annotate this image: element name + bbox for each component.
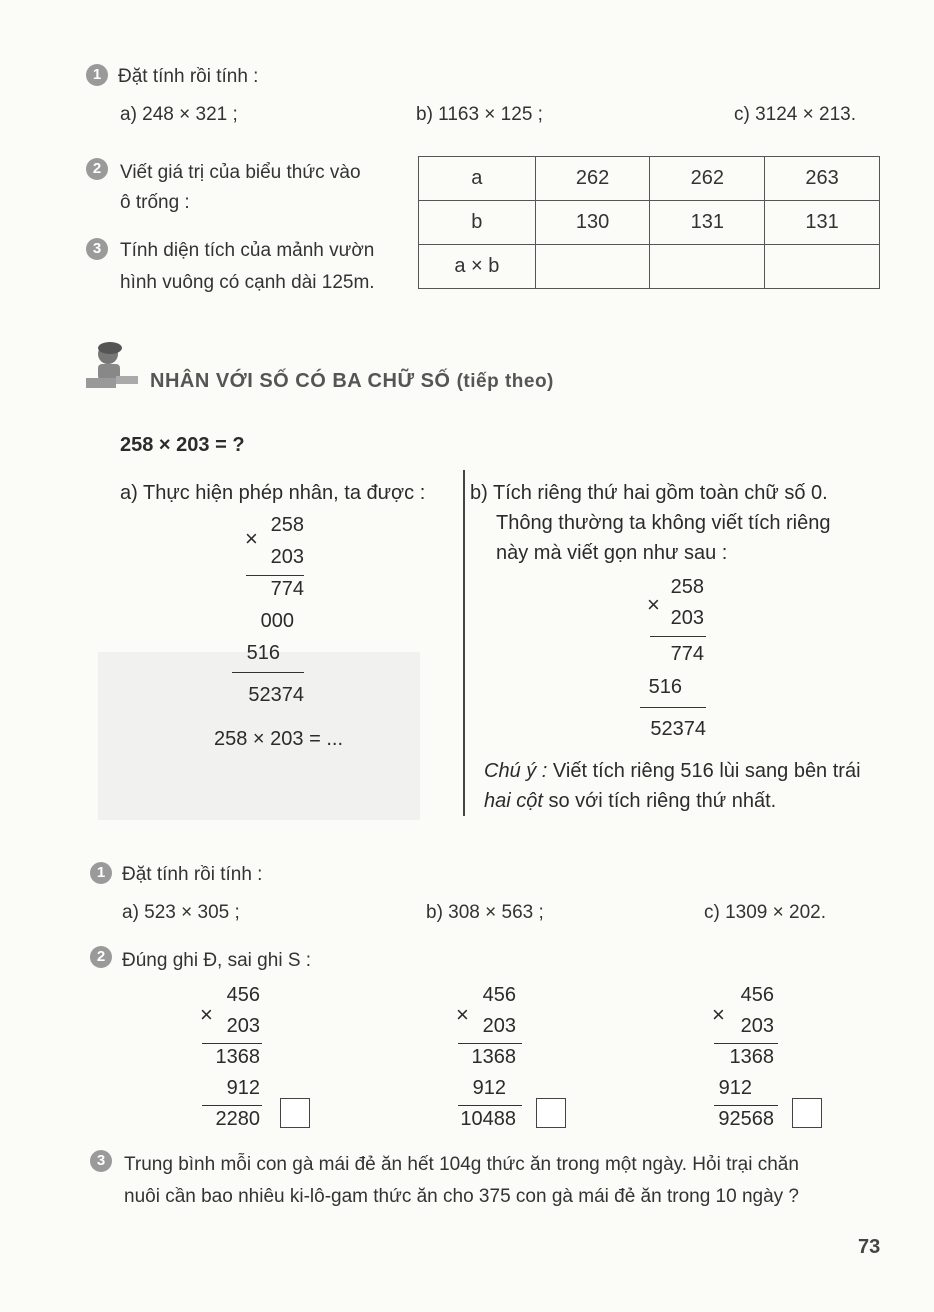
exercise-instruction: Đúng ghi Đ, sai ghi S : [122, 950, 312, 971]
rule-line [714, 1105, 778, 1106]
rule-line [650, 636, 706, 637]
multiplier: 203 [670, 607, 704, 629]
part-a-label: a) Thực hiện phép nhân, ta được : [120, 482, 426, 504]
exercise-number-badge: 1 [90, 862, 112, 884]
note-text: Viết tích riêng 516 lùi sang bên trái [547, 760, 861, 782]
table-row-header: a × b [419, 245, 536, 289]
multiplicand: 456 [226, 984, 260, 1006]
table-row-header: b [419, 201, 536, 245]
rule-line [640, 707, 706, 708]
true-false-calculation [452, 984, 526, 1134]
table-answer-cell[interactable] [650, 245, 765, 289]
exercise-number-badge: 3 [86, 238, 108, 260]
table-cell: 263 [765, 157, 880, 201]
exercise-text: ô trống : [120, 192, 190, 213]
table-answer-cell[interactable] [535, 245, 650, 289]
exercise-item: a) 523 × 305 ; [122, 902, 240, 923]
multiplier: 203 [270, 546, 304, 568]
problem-statement: 258 × 203 = ? [120, 434, 245, 456]
exercise-instruction: Đặt tính rồi tính : [118, 66, 259, 87]
exercise-text: nuôi cần bao nhiêu ki-lô-gam thức ăn cho 375 con gà mái đẻ ăn trong 10 ngày ? [124, 1186, 800, 1207]
exercise-number-badge: 2 [86, 158, 108, 180]
multiplicand: 258 [670, 576, 704, 598]
table-row [419, 245, 880, 289]
partial-product: 1368 [215, 1046, 260, 1068]
note-label: Chú ý : [484, 760, 548, 782]
page-number: 73 [858, 1236, 881, 1258]
value-table [418, 156, 880, 289]
rule-line [458, 1105, 522, 1106]
exercise-text: hình vuông có cạnh dài 125m. [120, 272, 375, 293]
result-expression: 258 × 203 = ... [214, 728, 343, 750]
exercise-item: b) 308 × 563 ; [426, 902, 544, 923]
multiplicand: 456 [740, 984, 774, 1006]
part-b-text: Thông thường ta không viết tích riêng [496, 512, 831, 534]
section-title-main: NHÂN VỚI SỐ CÓ BA CHỮ SỐ [150, 370, 451, 392]
table-cell: 131 [650, 201, 765, 245]
exercise-number-badge: 1 [86, 64, 108, 86]
true-false-calculation [196, 984, 266, 1134]
exercise-instruction: Đặt tính rồi tính : [122, 864, 263, 885]
table-row-header: a [419, 157, 536, 201]
rule-line [232, 672, 304, 673]
exercise-number-badge: 2 [90, 946, 112, 968]
partial-product: 1368 [729, 1046, 774, 1068]
table-cell: 262 [650, 157, 765, 201]
exercise-item: a) 248 × 321 ; [120, 104, 238, 125]
partial-product: 912 [226, 1077, 260, 1099]
rule-line [202, 1105, 262, 1106]
table-row [419, 157, 880, 201]
note-text: so với tích riêng thứ nhất. [542, 790, 777, 812]
product: 52374 [650, 718, 706, 740]
multiplier: 203 [482, 1015, 516, 1037]
product: 10488 [460, 1108, 516, 1130]
multiply-sign-icon: × [712, 1002, 725, 1027]
note-emphasis: hai cột [484, 790, 543, 812]
exercise-item: c) 3124 × 213. [734, 104, 857, 125]
multiply-sign-icon: × [647, 592, 660, 617]
table-row [419, 201, 880, 245]
multiplier: 203 [226, 1015, 260, 1037]
partial-product: 912 [472, 1077, 506, 1099]
partial-product: 516 [246, 642, 280, 664]
multiplier: 203 [740, 1015, 774, 1037]
multiplicand: 258 [270, 514, 304, 536]
answer-box[interactable] [280, 1098, 310, 1128]
table-cell: 130 [535, 201, 650, 245]
partial-product: 774 [270, 578, 304, 600]
answer-box[interactable] [792, 1098, 822, 1128]
multiplicand: 456 [482, 984, 516, 1006]
student-mascot-icon [84, 338, 142, 392]
partial-product: 516 [648, 676, 682, 698]
multiply-sign-icon: × [245, 526, 258, 551]
answer-box[interactable] [536, 1098, 566, 1128]
table-answer-cell[interactable] [765, 245, 880, 289]
product: 2280 [215, 1108, 260, 1130]
part-b-text: này mà viết gọn như sau : [496, 542, 728, 564]
table-cell: 262 [535, 157, 650, 201]
section-title [150, 370, 554, 393]
product: 92568 [718, 1108, 774, 1130]
exercise-number-badge: 3 [90, 1150, 112, 1172]
table-cell: 131 [765, 201, 880, 245]
rule-line [714, 1043, 778, 1044]
rule-line [458, 1043, 522, 1044]
note-line [484, 760, 861, 783]
rule-line [202, 1043, 262, 1044]
part-b-text: b) Tích riêng thứ hai gồm toàn chữ số 0. [470, 482, 828, 504]
true-false-calculation [706, 984, 782, 1134]
partial-product: 1368 [471, 1046, 516, 1068]
exercise-text: Trung bình mỗi con gà mái đẻ ăn hết 104g thức ăn trong một ngày. Hỏi trại chăn [124, 1154, 799, 1175]
rule-line [246, 575, 304, 576]
partial-product: 000 [260, 610, 294, 632]
multiply-sign-icon: × [456, 1002, 469, 1027]
exercise-text: Viết giá trị của biểu thức vào [120, 162, 361, 183]
multiply-sign-icon: × [200, 1002, 213, 1027]
partial-product: 912 [718, 1077, 752, 1099]
partial-product: 774 [670, 643, 704, 665]
exercise-item: c) 1309 × 202. [704, 902, 827, 923]
note-line [484, 790, 776, 813]
exercise-text: Tính diện tích của mảnh vườn [120, 240, 375, 261]
column-divider [463, 470, 465, 816]
section-subtitle: (tiếp theo) [456, 371, 554, 392]
product: 52374 [248, 684, 304, 706]
exercise-item: b) 1163 × 125 ; [416, 104, 543, 125]
